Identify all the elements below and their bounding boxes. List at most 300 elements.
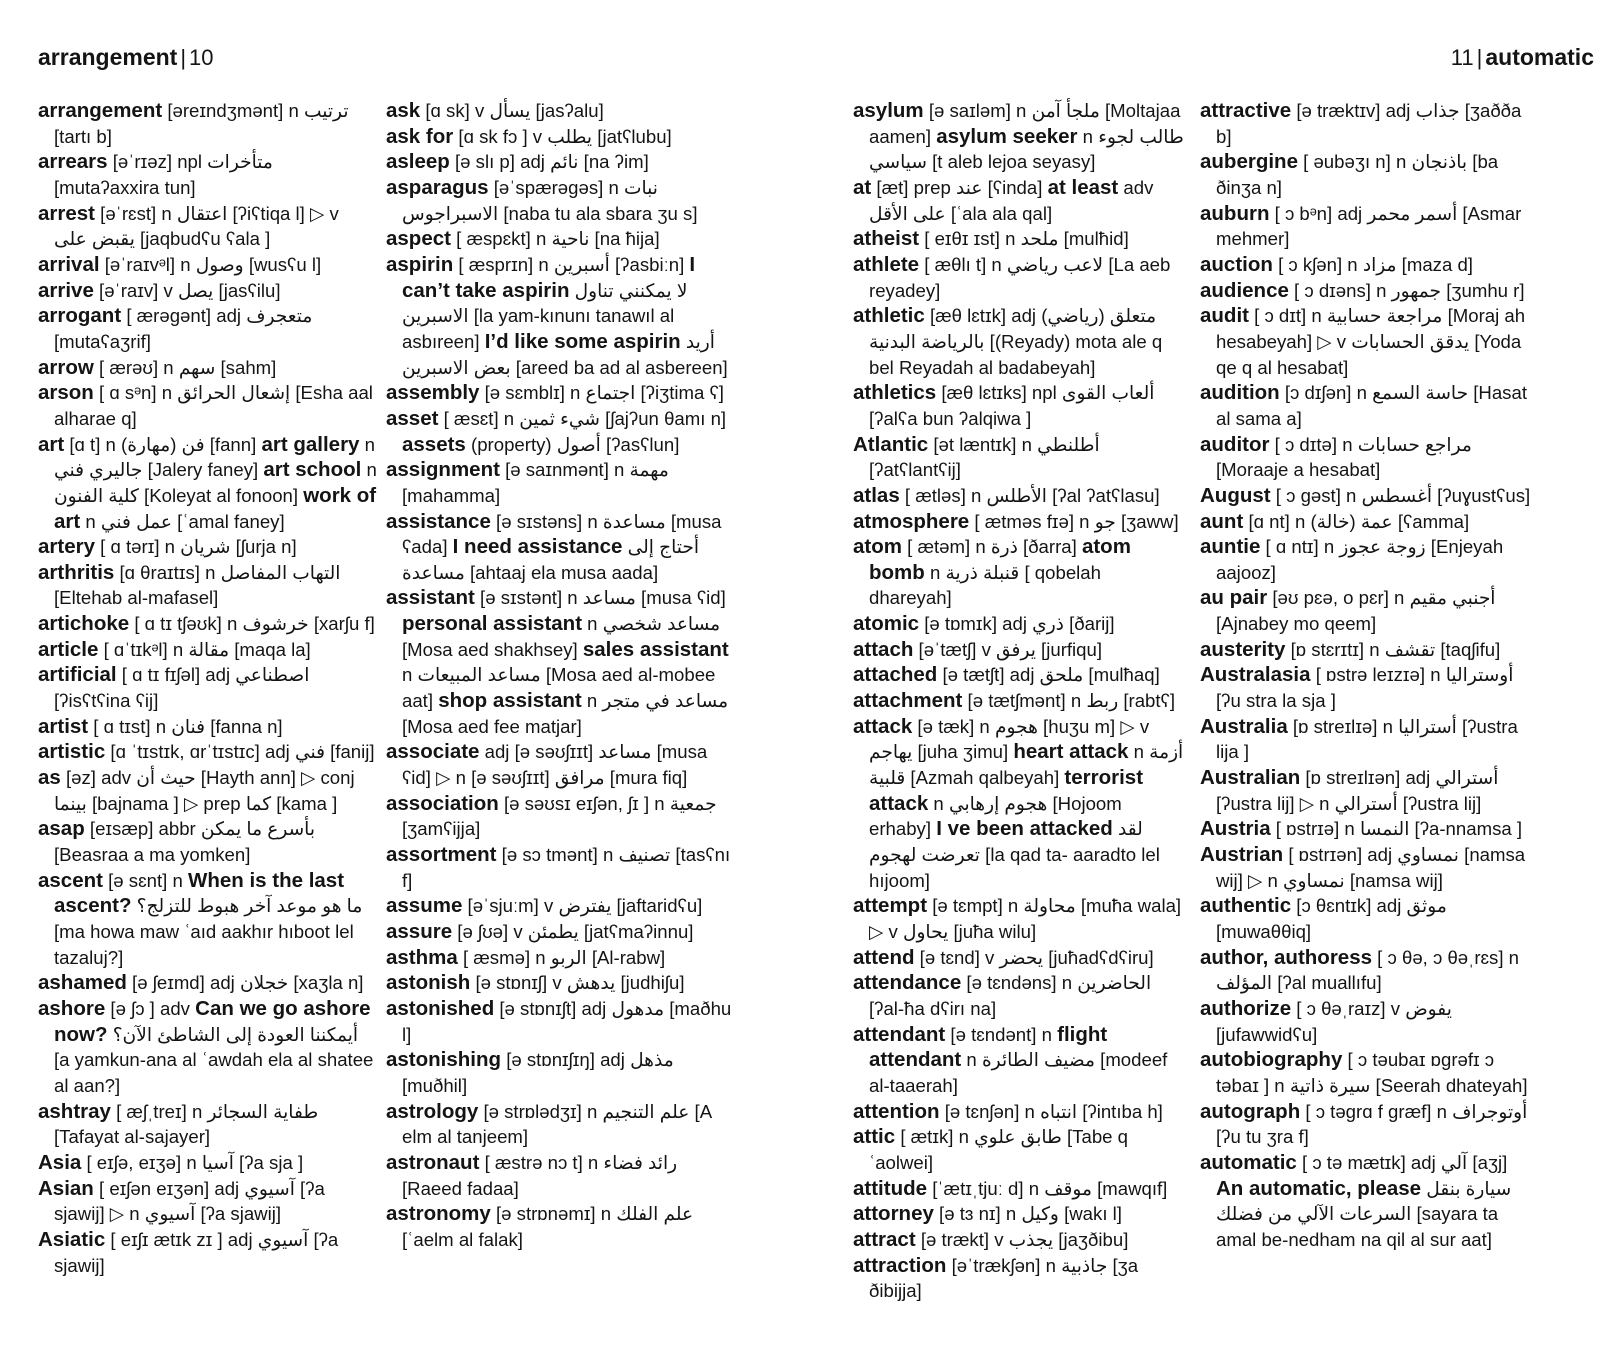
headword: attack [853, 714, 913, 738]
headword: athletic [853, 304, 925, 328]
definition-text: [ɒ streɪlɪə] n أستراليا [ʔustra lija ] [1216, 715, 1518, 763]
headword: Atlantic [853, 432, 929, 456]
dictionary-entry [853, 1124, 1188, 1175]
headword: assume [386, 894, 463, 918]
definition-text: [ ætləs] n الأطلس [ʔal ʔatʕlasu] [899, 484, 1160, 506]
page-number: 10 [189, 45, 214, 70]
definition-text: [ɒ streɪlɪən] adj أسترالي [ʔustra lij] ▷ n أسترالي [ʔustra lij] [1216, 767, 1499, 814]
dictionary-entry [1200, 534, 1536, 585]
definition-text: n مساعد في متجر [Mosa aed fee matjar] [402, 690, 729, 737]
definition-text: [ə tætʃt] adj ملحق [mulħaq] [937, 664, 1160, 686]
definition-text: [ ɔ təubaɪ ɒgrəfɪ ɔ təbaɪ ] n سيرة ذاتية [Seerah dhateyah] [1216, 1049, 1528, 1096]
definition-text: [ æsprɪn] n أسبرين [ʔasbiːn] [453, 253, 690, 275]
definition-text: [ ɔ θəˌraɪz] v يفوض [jufawwidʕu] [1216, 997, 1452, 1045]
headword: auction [1200, 252, 1273, 276]
headword: astonished [386, 996, 495, 1020]
headword: attractive [1200, 99, 1292, 122]
headword: attention [853, 1099, 940, 1123]
definition-text: [ət læntɪk] n أطلنطي [ʔatʕlantʕij] [869, 433, 1100, 481]
dictionary-entry [1200, 996, 1536, 1047]
headword: automatic [1200, 1150, 1297, 1174]
definition-text: [ə sɪstəns] n مساعدة [musa ʕada] [402, 510, 722, 558]
dictionary-entry [386, 919, 736, 945]
sub-headword: heart attack [1013, 740, 1129, 764]
definition-text: [ æθlı t] n لاعب رياضي [La aeb reyadey] [869, 253, 1171, 301]
definition-text: [ ɑ tɪst] n فنان [fanna n] [88, 715, 283, 737]
definition-text: [ə ʃeɪmd] adj خجلان [xaʒla n] [126, 972, 364, 994]
sub-headword: sales assistant [582, 637, 729, 661]
headword: athletics [853, 381, 937, 405]
definition-text: [ə ʃʊə] v يطمئن [jatʕmaʔinnu] [452, 921, 694, 942]
definition-text: n كلية الفنون [Koleyat al fonoon] [54, 459, 377, 506]
dictionary-entry [1200, 149, 1536, 200]
definition-text: [ə trækt] v يجذب [jaʒðibu] [915, 1228, 1129, 1250]
definition-text: [ ɔ dɪt] n مراجعة حسابية [Moraj ah hesabeyah] ▷ v يدقق الحسابات [Yoda qe q al hesabat] [1216, 305, 1526, 378]
definition-text: [əˈraɪv] v يصل [jasʕilu] [93, 279, 281, 301]
headword: atmosphere [853, 509, 970, 533]
headword: artistic [38, 740, 106, 764]
definition-text: [ə tɛndəns] n الحاضرين [ʔal-ħa dʕirı na] [869, 972, 1152, 1019]
dictionary-entry [386, 791, 736, 842]
headword: artichoke [38, 612, 130, 636]
dictionary-entry [386, 842, 736, 893]
headword: auditor [1200, 432, 1270, 456]
dictionary-entry [853, 1227, 1188, 1253]
headword: assure [386, 920, 453, 943]
dictionary-entry [1200, 945, 1536, 996]
definition-text: adv على الأقل [ʿala ala qal] [869, 176, 1154, 224]
definition-text: [ ɔ θə, ɔ θəˌrɛs] n المؤلف [ʔal muallıfu] [1216, 946, 1520, 994]
definition-text: [ə stɒnɪʃ] v يدهش [judhiʃu] [470, 972, 685, 994]
sub-headword: atom bomb [869, 535, 1131, 584]
dictionary-entry [853, 534, 1188, 611]
definition-text: [ɒ stɛrɪtɪ] n تقشف [taqʃifu] [1285, 638, 1501, 660]
headword: at [853, 175, 872, 199]
definition-text: [ə stɒnɪʃɪŋ] adj مذهل [muðhil] [402, 1049, 674, 1096]
headword: auburn [1200, 201, 1270, 225]
dictionary-entry [853, 252, 1188, 303]
headword: attendance [853, 971, 962, 995]
headword: arrogant [38, 304, 122, 328]
headword: arrow [38, 355, 94, 379]
dictionary-entry [853, 688, 1188, 714]
headword: atomic [853, 612, 920, 636]
dictionary-entry [1200, 637, 1536, 663]
definition-text: [əreɪndʒmənt] n ترتيب [tartı b] [54, 100, 349, 147]
dictionary-entry [38, 303, 378, 354]
dictionary-entry [38, 355, 378, 381]
headword: arson [38, 381, 94, 405]
definition-text: [ɑ sk fɔ ] v يطلب [jatʕlubu] [453, 125, 672, 147]
dictionary-entry [38, 98, 378, 149]
dictionary-entry [853, 1022, 1188, 1099]
headword: aunt [1200, 509, 1244, 533]
definition-text: [ ɔ tə mætɪk] adj آلي [aʒj] [1296, 1151, 1508, 1173]
headword: attached [853, 663, 938, 687]
headword: arrive [38, 278, 94, 302]
headword: atom [853, 535, 902, 559]
sub-headword: Can we go ashore now? [54, 996, 371, 1046]
definition-text: [ə sɪstənt] n مساعد [musa ʕid] [474, 587, 726, 609]
dictionary-entry [1200, 201, 1536, 252]
headword: Australian [1200, 766, 1301, 790]
page-number: 11 [1450, 45, 1474, 70]
headword: attic [853, 1125, 896, 1149]
definition-text: [ æsɛt] n شيء ثمين [ʃajʔun θamı n] [438, 407, 727, 429]
headword: asylum [853, 99, 924, 122]
headword: article [38, 637, 99, 661]
dictionary-entry [386, 252, 736, 380]
headword: attachment [853, 689, 963, 713]
dictionary-entry [1200, 303, 1536, 380]
dictionary-entry [853, 226, 1188, 252]
dictionary-entry [853, 714, 1188, 894]
dictionary-entry [38, 1150, 378, 1176]
definition-text: [ ætɪk] n طابق علوي [Tabe q ʿaolwei] [869, 1126, 1129, 1173]
headword: autobiography [1200, 1048, 1343, 1072]
dictionary-entry [386, 1201, 736, 1252]
dictionary-entry [386, 1099, 736, 1150]
headword: artist [38, 714, 89, 738]
dictionary-entry [386, 149, 736, 175]
sub-headword: flight attendant [869, 1022, 1108, 1072]
definition-text: [ə tɒmɪk] adj ذري [ðarij] [919, 613, 1115, 635]
headword: aubergine [1200, 150, 1298, 174]
dictionary-column-4 [1200, 98, 1536, 1253]
definition-text: [ ɑ tɪ fɪʃəl] adj اصطناعي [ʔisʕtʕina ʕij] [54, 664, 310, 712]
headword: audience [1200, 278, 1289, 302]
dictionary-entry [386, 585, 736, 739]
headword: Asian [38, 1176, 94, 1200]
sub-headword: asylum seeker [936, 124, 1078, 148]
dictionary-entry [853, 945, 1188, 971]
sub-headword: I can’t take aspirin [402, 252, 696, 302]
dictionary-entry [38, 149, 378, 200]
definition-text: [ə tætʃmənt] n ربط [rabtʕ] [962, 690, 1176, 712]
headword: assistant [386, 586, 475, 610]
definition-text: [ ɔ dɪtə] n مراجع حسابات [Moraaje a hesabat] [1216, 433, 1472, 481]
dictionary-entry [386, 380, 736, 406]
headword: arrival [38, 252, 100, 276]
headword: arthritis [38, 560, 115, 584]
definition-text: n قنبلة ذرية [ qobelah dhareyah] [869, 561, 1101, 609]
definition-text: [ ɒstrə leɪzɪə] n أوستراليا [ʔu stra la sja ] [1216, 664, 1514, 712]
definition-text: n عمل فني [ʿamal faney] [80, 510, 285, 532]
headword: assistance [386, 509, 491, 533]
definition-text: [əʊ pɛə, o pɛr] n أجنبي مقيم [Ajnabey mo qeem] [1216, 587, 1496, 635]
dictionary-entry [386, 457, 736, 508]
headword: August [1200, 483, 1271, 507]
dictionary-entry [1200, 483, 1536, 509]
headword: astronaut [386, 1150, 480, 1174]
definition-text: adj [ə səʊʃɪɪt] مساعد [musa ʕid] ▷ n [ə səʊʃɪɪt] مرافق [mura fiq] [402, 741, 708, 789]
dictionary-entry [1200, 893, 1536, 944]
sub-headword: art school [263, 458, 362, 482]
dictionary-entry [1200, 1047, 1536, 1098]
definition-text: [ə səʊsɪ eɪʃən, ʃɪ ] n جمعية [ʒamʕijja] [402, 792, 717, 840]
headword: attract [853, 1227, 916, 1251]
definition-text: n مساعد شخصي [Mosa aed shakhsey] [402, 613, 721, 660]
dictionary-entry [386, 739, 736, 790]
definition-text: n مساعد المبيعات [Mosa aed al-mobee aat] [402, 664, 716, 712]
sub-headword: work of art [54, 483, 377, 533]
sub-headword: An automatic, please [1216, 1176, 1422, 1200]
headword: austerity [1200, 637, 1286, 661]
dictionary-entry [38, 432, 378, 535]
headword: atlas [853, 483, 900, 507]
dictionary-entry [386, 509, 736, 586]
header-separator: | [1476, 45, 1483, 70]
dictionary-entry [38, 611, 378, 637]
dictionary-entry [853, 1201, 1188, 1227]
dictionary-entry [38, 816, 378, 867]
dictionary-entry [853, 380, 1188, 431]
headword: attach [853, 637, 914, 661]
headword: astonish [386, 971, 471, 995]
definition-text: [əˈspærəgəs] n نبات الاسبراجوس [naba tu ala sbara ʒu s] [402, 176, 698, 224]
definition-text: n مضيف الطائرة [modeef al-taaerah] [869, 1049, 1168, 1096]
sub-headword: shop assistant [438, 689, 582, 713]
definition-text: [ ɒstrɪə] n النمسا [ʔa-nnamsa ] [1270, 818, 1523, 840]
headword: attempt [853, 894, 928, 918]
dictionary-column-3 [853, 98, 1188, 1304]
dictionary-entry [853, 303, 1188, 380]
definition-text: [ɑ nt] n (خالة) عمة [ʕamma] [1243, 510, 1470, 532]
dictionary-entry [38, 1176, 378, 1227]
headword: author, authoress [1200, 945, 1373, 969]
definition-text: [ə træktɪv] adj جذاب [ʒaððа b] [1216, 100, 1522, 147]
headword: asleep [386, 150, 450, 174]
headword: auntie [1200, 535, 1261, 559]
headword: arrears [38, 150, 108, 174]
dictionary-entry [386, 406, 736, 457]
headword: athlete [853, 252, 920, 276]
definition-text: [ əubəʒı n] n باذنجان [ba ðinʒa n] [1216, 151, 1499, 198]
definition-text: [ə tɛnd] v يحضر [juħadʕdʕiru] [914, 946, 1154, 968]
headword: Asiatic [38, 1227, 106, 1251]
definition-text: [əˈrɪəz] npl متأخرات [mutaʔaxxira tun] [54, 151, 273, 198]
definition-text: [ ɒstrɪən] adj نمساوي [namsa wij] ▷ n نمساوي [namsa wij] [1216, 844, 1526, 891]
headword: association [386, 791, 499, 815]
definition-text: [ə tɛmpt] n محاولة [muħa wala] ▷ v يحاول [juħa wilu] [869, 895, 1182, 942]
headword: assortment [386, 843, 497, 867]
sub-headword: art gallery [261, 432, 360, 456]
headword: Austria [1200, 817, 1271, 841]
headword: attendant [853, 1022, 946, 1046]
dictionary-entry [38, 380, 378, 431]
definition-text: [ ɔ bᵊn] adj أسمر محمر [Asmar mehmer] [1216, 202, 1522, 250]
definition-text: [ eɪʃə, eɪʒə] n آسيا [ʔa sja ] [81, 1151, 304, 1173]
definition-text: [ ærəʊ] n سهم [sahm] [93, 356, 277, 378]
dictionary-entry [1200, 816, 1536, 842]
headword: attraction [853, 1253, 947, 1277]
dictionary-entry [38, 201, 378, 252]
headword: astronomy [386, 1202, 491, 1226]
dictionary-entry [38, 1227, 378, 1278]
headword: authentic [1200, 894, 1292, 918]
definition-text: n طالب لجوء سياسي [t aleb lejoa seyasy] [869, 125, 1184, 173]
dictionary-entry [1200, 1099, 1536, 1150]
headword: ask [386, 99, 421, 122]
dictionary-entry [386, 945, 736, 971]
dictionary-entry [38, 714, 378, 740]
dictionary-entry [1200, 1150, 1536, 1253]
definition-text: [æθ lɛtɪks] npl ألعاب القوى [ʔalʕa bun ʔalqiwa ] [869, 382, 1155, 429]
sub-headword: When is the last ascent? [54, 868, 345, 918]
headword: Australia [1200, 714, 1288, 738]
definition-text: [ə tɜ nɪ] n وكيل [wakı l] [933, 1203, 1122, 1225]
definition-text: لقد تعرضت لهجوم [la qad ta- aaradto lel hıjoom] [869, 818, 1160, 891]
definition-text: [ æstrə nɔ t] n رائد فضاء [Raeed fadaa] [402, 1151, 678, 1199]
definition-text: [əz] adv حيث أن [Hayth ann] ▷ conj بينما [bajnama ] ▷ prep كما [kama ] [54, 767, 355, 814]
dictionary-entry [386, 124, 736, 150]
dictionary-entry [386, 175, 736, 226]
headword: asap [38, 817, 85, 841]
definition-text: [ɑ sk] v يسأل [jasʔalu] [420, 100, 604, 121]
headword: Australasia [1200, 663, 1311, 687]
headword: Austrian [1200, 843, 1284, 867]
headword: astrology [386, 1099, 479, 1123]
dictionary-entry [853, 1253, 1188, 1304]
definition-text: [ɑ θraɪtɪs] n التهاب المفاصل [Eltehab al-mafasel] [54, 561, 341, 609]
sub-headword: terrorist attack [869, 766, 1144, 815]
definition-text: [ ætəm] n ذرة [ðarra] [901, 536, 1082, 558]
dictionary-entry [38, 637, 378, 663]
definition-text: [ə ʃɔ ] adv [105, 997, 196, 1019]
page-header-right [1451, 44, 1594, 71]
page-header-left [38, 44, 214, 71]
definition-text: [ə sɛmblɪ] n اجتماع [ʔiʒtima ʕ] [479, 382, 724, 404]
definition-text: [ ɔ kʃən] n مزاد [maza d] [1272, 253, 1473, 275]
dictionary-entry [1200, 714, 1536, 765]
headword: art [38, 432, 65, 456]
definition-text: أيمكننا العودة إلى الشاطئ الآن؟ [a yamkun-ana al ʿawdah ela al shatee al aan?] [54, 1023, 374, 1096]
definition-text: n جاليري فني [Jalery faney] [54, 433, 375, 481]
sub-headword: personal assistant [402, 612, 583, 636]
definition-text: [əˈtrækʃən] n جاذبية [ʒa ðibijja] [869, 1254, 1139, 1302]
definition-text: [ə saɪləm] n ملجأ آمن [Moltajaa aamen] [869, 100, 1181, 147]
dictionary-entry [1200, 765, 1536, 816]
definition-text: [ˈætɪˌtjuː d] n موقف [mawqıf] [927, 1177, 1168, 1199]
headword: audit [1200, 304, 1249, 328]
definition-text: [ə strɒlədʒɪ] n علم التنجيم [A elm al tanjeem] [402, 1100, 712, 1148]
dictionary-entry [1200, 278, 1536, 304]
definition-text: [ə slı p] adj نائم [na ʔim] [449, 151, 649, 173]
dictionary-entry [1200, 380, 1536, 431]
definition-text: [ eɪθɪ ɪst] n ملحد [mulħid] [919, 228, 1129, 250]
headword: attorney [853, 1202, 934, 1226]
definition-text: [ɑ t] n (مهارة) فن [fann] [64, 433, 262, 455]
dictionary-entry [386, 226, 736, 252]
dictionary-entry [853, 432, 1188, 483]
dictionary-entry [853, 509, 1188, 535]
dictionary-entry [853, 1099, 1188, 1125]
definition-text: [əˈrɛst] n اعتقال [ʔiʕtiqa l] ▷ v يقبض على [jaqbudʕu ʕala ] [54, 202, 339, 250]
dictionary-entry [1200, 252, 1536, 278]
dictionary-entry [1200, 662, 1536, 713]
dictionary-entry [386, 996, 736, 1047]
definition-text: [ə stɒnɪʃt] adj مدهول [maðhu l] [402, 997, 732, 1045]
definition-text: [ æʃˌtreɪ] n طفاية السجائر [Tafayat al-sajayer] [54, 1100, 319, 1148]
headword: ashore [38, 996, 106, 1020]
headword: authorize [1200, 996, 1292, 1020]
dictionary-entry [853, 893, 1188, 944]
dictionary-entry [38, 1099, 378, 1150]
dictionary-entry [1200, 509, 1536, 535]
dictionary-entry [38, 662, 378, 713]
definition-text: [ə tɛndənt] n [945, 1023, 1058, 1045]
headword: as [38, 766, 61, 790]
dictionary-entry [38, 996, 378, 1099]
dictionary-entry [853, 662, 1188, 688]
dictionary-entry [386, 970, 736, 996]
headword: au pair [1200, 586, 1268, 610]
headword: asthma [386, 945, 458, 969]
running-head-word: arrangement [38, 44, 178, 70]
definition-text: سيارة بنقل السرعات الآلي من فضلك [sayara ta amal be-nedham na qil al sur aat] [1216, 1177, 1512, 1250]
definition-text: [ ɔ təgrɑ f græf] n أوتوجراف [ʔu tu ʒra f] [1216, 1100, 1528, 1148]
definition-text: [ ɑ tərɪ] n شريان [ʃurja n] [95, 536, 297, 558]
definition-text: ما هو موعد آخر هبوط للتزلج؟ [ma howa maw ʿaıd aakhır hıboot lel tazaluj?] [54, 895, 363, 968]
dictionary-entry [853, 483, 1188, 509]
dictionary-entry [386, 98, 736, 124]
dictionary-entry [1200, 432, 1536, 483]
headword: aspirin [386, 252, 454, 276]
definition-text: [ ɑˈtɪkᵊl] n مقالة [maqa la] [98, 638, 311, 660]
definition-text: [əˈraɪvᵊl] n وصول [wusʕu l] [99, 253, 322, 275]
dictionary-entry [38, 765, 378, 816]
header-separator: | [180, 45, 187, 70]
headword: ashamed [38, 971, 127, 995]
dictionary-entry [1200, 98, 1536, 149]
definition-text: [ ɔ dɪəns] n جمهور [ʒumhu r] [1288, 279, 1525, 301]
headword: arrest [38, 201, 95, 225]
headword: Asia [38, 1150, 82, 1174]
definition-text: [ə sɔ tmənt] n تصنيف [tasʕnı f] [402, 844, 731, 891]
definition-text: [ æspɛkt] n ناحية [na ħija] [450, 228, 660, 250]
dictionary-entry [1200, 842, 1536, 893]
definition-text: [ ætməs fɪə] n جو [ʒaww] [969, 510, 1179, 532]
headword: asset [386, 406, 439, 430]
definition-text: [ eɪʃən eɪʒən] adj آسيوي [ʔa sjawij] ▷ n آسيوي [ʔa sjawij] [54, 1177, 325, 1225]
dictionary-entry [386, 1047, 736, 1098]
headword: associate [386, 740, 480, 764]
definition-text: [ə saɪnmənt] n مهمة [mahamma] [402, 459, 669, 506]
headword: attend [853, 945, 915, 969]
definition-text: [ ɑ ntɪ] n زوجة عجوز [Enjeyah aajooz] [1216, 536, 1504, 583]
definition-text: [ɔ θɛntɪk] adj موثق [muwaθθiq] [1216, 895, 1447, 942]
dictionary-entry [38, 278, 378, 304]
dictionary-entry [853, 611, 1188, 637]
definition-text: (property) أصول [ʔasʕlun] [465, 433, 680, 455]
dictionary-entry [853, 98, 1188, 175]
definition-text: [ɔ dɪʃən] n حاسة السمع [Hasat al sama a] [1216, 382, 1527, 429]
dictionary-entry [38, 560, 378, 611]
headword: audition [1200, 381, 1280, 405]
definition-text: أريد بعض الاسبرين [areed ba ad al asbereen] [402, 330, 728, 378]
definition-text: [ə tæk] n هجوم [huʒu m] ▷ v يهاجم [juha ʒimu] [869, 715, 1150, 763]
dictionary-entry [38, 252, 378, 278]
headword: attitude [853, 1176, 928, 1200]
headword: asparagus [386, 175, 489, 199]
sub-headword: I’d like some aspirin [484, 329, 681, 353]
headword: autograph [1200, 1099, 1301, 1123]
definition-text: [ə sɛnt] n [102, 869, 188, 891]
definition-text: [ ɑ sᵊn] n إشعال الحرائق [Esha aal alharae q] [54, 382, 373, 429]
dictionary-entry [386, 1150, 736, 1201]
headword: aspect [386, 227, 451, 251]
dictionary-entry [38, 534, 378, 560]
